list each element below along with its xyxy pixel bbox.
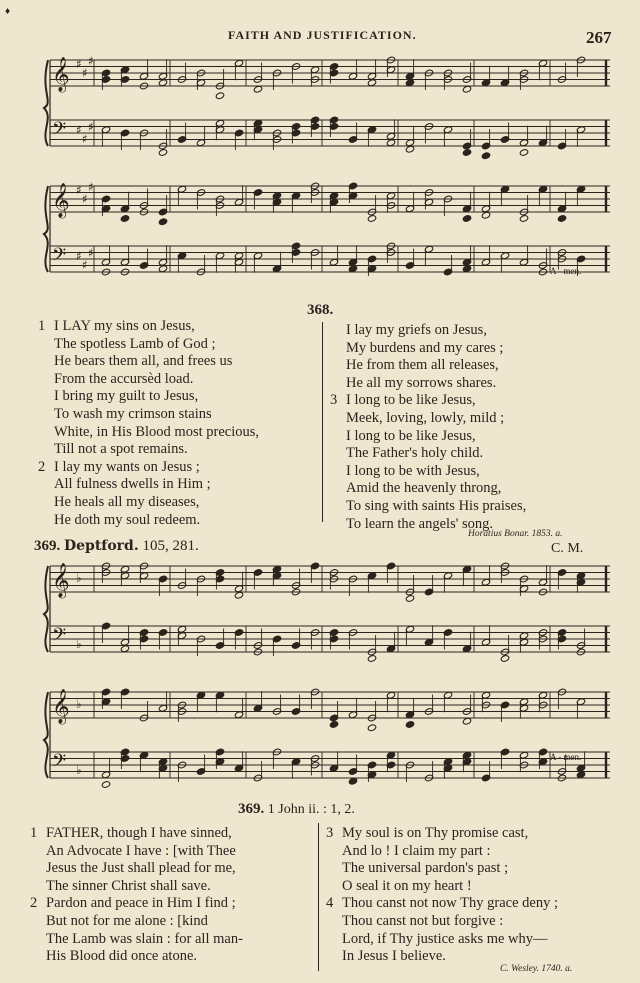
sharp-icon: ♯ (88, 54, 94, 68)
verse-text: Till not a spot remains. (54, 441, 188, 458)
note-head (405, 79, 414, 87)
author-attribution: Horatius Bonar. 1853. a. (468, 529, 563, 539)
verse-text: He heals all my diseases, (54, 493, 200, 510)
verse-text: In Jesus I believe. (342, 948, 446, 965)
verse-text: I lay my wants on Jesus ; (54, 458, 200, 475)
bass-clef-icon: 𝄢 (52, 625, 67, 650)
hymn-369-system-2 (42, 684, 614, 806)
amen-label: A - men. (550, 266, 582, 276)
verse-text: Amid the heavenly throng, (346, 480, 502, 497)
column-divider (322, 322, 323, 522)
note-head (481, 152, 490, 160)
verse-text: I long to be like Jesus, (346, 392, 476, 409)
note-head (462, 149, 471, 157)
brace (44, 692, 48, 778)
scripture-reference (238, 801, 355, 818)
bass-clef-icon: 𝄢 (52, 245, 67, 270)
verse-text: The Lamb was slain : for all man- (46, 930, 243, 947)
note-head (120, 645, 129, 653)
sharp-icon: ♯ (82, 192, 88, 206)
ornament-mark: ♦ (5, 6, 11, 17)
verse-line (326, 913, 558, 931)
tune-number: 369. (34, 538, 61, 554)
verse-line (30, 843, 243, 861)
sharp-icon: ♯ (76, 249, 82, 263)
note-head (462, 717, 471, 725)
tune-name: Deptford. (64, 538, 139, 554)
note-head (253, 85, 262, 93)
verse-text: White, in His Blood most precious, (54, 423, 259, 440)
verse-text: All fulness dwells in Him ; (54, 476, 211, 493)
note-head (158, 149, 167, 157)
verse-line (330, 445, 526, 463)
verse-line (330, 357, 526, 375)
brace (44, 186, 48, 272)
verse-line (330, 463, 526, 481)
verse-number: 1 (38, 318, 46, 334)
hymn-368-system-1 (42, 52, 614, 174)
verse-text: He doth my soul redeem. (54, 511, 201, 528)
column-divider (318, 823, 319, 971)
treble-clef-icon: 𝄞 (52, 563, 70, 598)
note-head (386, 139, 395, 147)
verse-text: To learn the angels' song. (346, 515, 493, 532)
verse-line (330, 392, 526, 410)
verse-line (38, 512, 259, 530)
tune-refs: 105, 281. (142, 538, 199, 554)
verse-text: FATHER, though I have sinned, (46, 825, 232, 841)
page-number: 267 (586, 28, 612, 47)
note-head (101, 781, 110, 789)
hymn-369-verses-right (326, 825, 558, 966)
note-head (405, 145, 414, 153)
verse-text: And lo ! I claim my part : (342, 842, 491, 859)
verse-line (38, 318, 259, 336)
bass-clef-icon: 𝄢 (52, 119, 67, 144)
note-head (120, 215, 129, 223)
flat-icon: ♭ (76, 697, 82, 711)
verse-line (30, 948, 243, 966)
verse-line (38, 424, 259, 442)
verse-number: 3 (326, 825, 334, 841)
verse-line (38, 406, 259, 424)
verse-text: The Father's holy child. (346, 445, 484, 462)
verse-line (326, 931, 558, 949)
verse-line (38, 459, 259, 477)
sharp-icon: ♯ (76, 183, 82, 197)
note-head (576, 771, 585, 779)
hymn-368-system-2 (42, 178, 614, 302)
verse-line (330, 498, 526, 516)
note-head (158, 218, 167, 226)
sharp-icon: ♯ (76, 57, 82, 71)
note-head (462, 265, 471, 273)
verse-text: He all my sorrows shares. (346, 374, 497, 391)
note-head (348, 777, 357, 785)
bass-clef-icon: 𝄢 (52, 751, 67, 776)
verse-text: To sing with saints His praises, (346, 497, 527, 514)
sharp-icon: ♯ (88, 180, 94, 194)
verse-text: To wash my crimson stains (54, 405, 212, 422)
running-head: FAITH AND JUSTIFICATION. (228, 28, 417, 42)
hymn-369-verses-left (30, 825, 243, 966)
note-head (519, 149, 528, 157)
verse-text: He bears them all, and frees us (54, 353, 233, 370)
verse-line (330, 428, 526, 446)
verse-line (330, 375, 526, 393)
brace (44, 60, 48, 146)
sharp-icon: ♯ (88, 246, 94, 260)
verse-text: I bring my guilt to Jesus, (54, 388, 199, 405)
verse-number: 1 (30, 825, 38, 841)
verse-line (30, 878, 243, 896)
note-head (557, 215, 566, 223)
flat-icon: ♭ (76, 637, 82, 651)
verse-text: The universal pardon's past ; (342, 860, 509, 877)
flat-icon: ♭ (76, 763, 82, 777)
verse-text: Thou canst not now Thy grace deny ; (342, 895, 558, 912)
verse-text: My burdens and my cares ; (346, 339, 504, 356)
verse-text: His Blood did once atone. (46, 948, 198, 965)
verse-line (326, 843, 558, 861)
verse-line (330, 340, 526, 358)
verse-line (30, 895, 243, 913)
verse-text: I long to be like Jesus, (346, 427, 476, 444)
verse-number: 2 (38, 458, 46, 475)
hymn-368-verses-right (330, 322, 526, 533)
verse-line (326, 878, 558, 896)
verse-line (38, 371, 259, 389)
verse-line (30, 931, 243, 949)
verse-text: Thou canst not but forgive : (342, 912, 504, 929)
note-head (348, 265, 357, 273)
verse-text: The spotless Lamb of God ; (54, 335, 216, 352)
sharp-icon: ♯ (82, 258, 88, 272)
tune-heading (34, 538, 199, 555)
verse-line (38, 476, 259, 494)
music-staff-system (42, 558, 614, 680)
verse-text: An Advocate I have : [with Thee (46, 842, 236, 859)
verse-text: Jesus the Just shall plead for me, (46, 860, 236, 877)
note-head (367, 79, 376, 87)
verse-line (30, 913, 243, 931)
verse-line (330, 322, 526, 340)
note-head (215, 92, 224, 100)
verse-line (38, 353, 259, 371)
verse-text: But not for me alone : [kind (46, 912, 208, 929)
verse-text: Pardon and peace in Him I find ; (46, 895, 236, 912)
verse-text: From the accursèd load. (54, 370, 194, 387)
verse-text: Meek, loving, lowly, mild ; (346, 409, 505, 426)
verse-number: 3 (330, 392, 338, 409)
treble-clef-icon: 𝄞 (52, 57, 70, 92)
verse-number: 4 (326, 895, 334, 912)
verse-text: Lord, if Thy justice asks me why— (342, 930, 548, 947)
verse-line (326, 825, 558, 843)
sharp-icon: ♯ (88, 120, 94, 134)
note-head (462, 85, 471, 93)
music-staff-system (42, 684, 614, 806)
note-head (519, 215, 528, 223)
verse-line (38, 494, 259, 512)
verse-line (30, 860, 243, 878)
hymn-number: 368. (307, 302, 334, 318)
verse-line (330, 480, 526, 498)
verse-line (30, 825, 243, 843)
treble-clef-icon: 𝄞 (52, 689, 70, 724)
hymn-369-system-1 (42, 558, 614, 680)
verse-text: The sinner Christ shall save. (46, 877, 211, 894)
hymn-368-verses-left (38, 318, 259, 529)
author-attribution: C. Wesley. 1740. a. (500, 964, 573, 974)
verse-line (330, 410, 526, 428)
note-head (481, 211, 490, 219)
music-staff-system (42, 52, 614, 174)
verse-line (38, 388, 259, 406)
verse-line (326, 860, 558, 878)
verse-line (38, 441, 259, 459)
verse-text: My soul is on Thy promise cast, (342, 825, 529, 841)
note-head (367, 724, 376, 732)
verse-line (326, 895, 558, 913)
treble-clef-icon: 𝄞 (52, 183, 70, 218)
hymn-number: 369. (238, 801, 265, 817)
note-head (405, 721, 414, 729)
sharp-icon: ♯ (82, 132, 88, 146)
sharp-icon: ♯ (76, 123, 82, 137)
flat-icon: ♭ (76, 571, 82, 585)
note-head (367, 215, 376, 223)
music-staff-system (42, 178, 614, 302)
amen-label: A - men. (550, 752, 582, 762)
brace (44, 566, 48, 652)
note-head (405, 595, 414, 603)
verse-number: 2 (30, 895, 38, 912)
verse-text: O seal it on my heart ! (342, 877, 472, 894)
note-head (500, 655, 509, 663)
note-head (158, 79, 167, 87)
verse-text: I lay my griefs on Jesus, (346, 322, 487, 338)
tune-meter: C. M. (551, 541, 584, 556)
verse-line (38, 336, 259, 354)
note-head (234, 591, 243, 599)
reference-text: 1 John ii. : 1, 2. (267, 802, 355, 817)
note-head (367, 655, 376, 663)
note-head (158, 265, 167, 273)
verse-text: He from them all releases, (346, 357, 499, 374)
note-head (462, 215, 471, 223)
note-head (329, 721, 338, 729)
sharp-icon: ♯ (82, 66, 88, 80)
verse-text: I LAY my sins on Jesus, (54, 318, 195, 334)
verse-text: I long to be with Jesus, (346, 462, 480, 479)
